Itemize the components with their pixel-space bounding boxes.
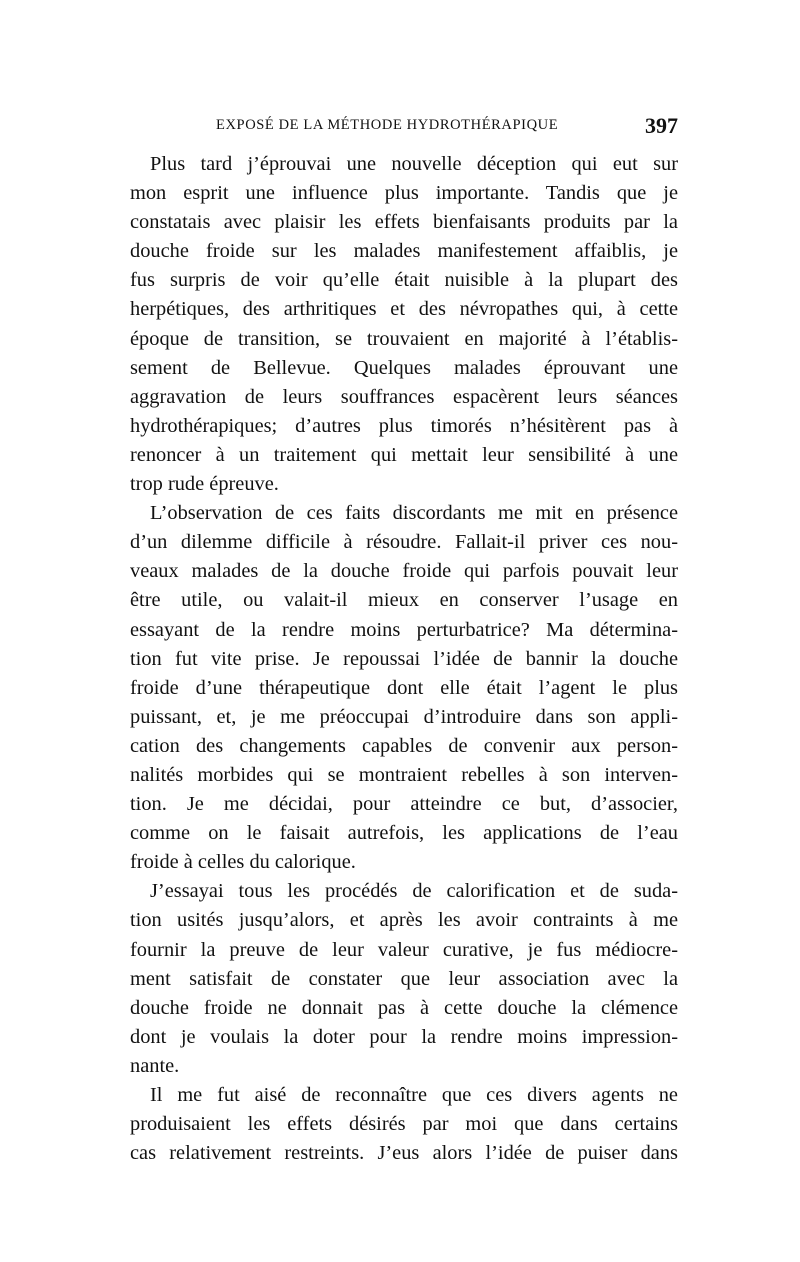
text-line: essayant de la rendre moins perturbatrice? Ma détermina- — [130, 618, 678, 641]
text-line: cation des changements capables de convenir aux person- — [130, 734, 678, 757]
running-header — [130, 113, 678, 143]
text-line: hydrothérapiques; d’autres plus timorés n’hésitèrent pas à — [130, 414, 678, 437]
text-line: nalités morbides qui se montraient rebelles à son interven- — [130, 763, 678, 786]
text-line: cas relativement restreints. J’eus alors l’idée de puiser dans — [130, 1142, 678, 1165]
paragraph-3 — [130, 877, 678, 1081]
text-line: puissant, et, je me préoccupai d’introduire dans son appli- — [130, 705, 678, 728]
text-line: L’observation de ces faits discordants me mit en présence — [150, 502, 678, 525]
text-line: Plus tard j’éprouvai une nouvelle déception qui eut sur — [150, 153, 678, 175]
text-line: froide d’une thérapeutique dont elle était l’agent le plus — [130, 676, 678, 699]
text-line: froide à celles du calorique. — [130, 851, 356, 874]
text-line: ment satisfait de constater que leur association avec la — [130, 967, 678, 990]
text-line: herpétiques, des arthritiques et des névropathes qui, à cette — [130, 298, 678, 321]
text-line: tion fut vite prise. Je repoussai l’idée de bannir la douche — [130, 647, 678, 670]
paragraph-4 — [130, 1081, 678, 1168]
paragraph-1 — [130, 150, 678, 499]
page-number: 397 — [645, 113, 678, 138]
running-title: EXPOSÉ DE LA MÉTHODE HYDROTHÉRAPIQUE — [216, 117, 559, 133]
text-line: douche froide ne donnait pas à cette douche la clémence — [130, 996, 678, 1019]
text-line: fournir la preuve de leur valeur curative, je fus médiocre- — [130, 938, 678, 961]
text-line: produisaient les effets désirés par moi que dans certains — [130, 1113, 678, 1136]
text-line: veaux malades de la douche froide qui parfois pouvait leur — [130, 560, 678, 583]
text-line: être utile, ou valait-il mieux en conserver l’usage en — [130, 589, 678, 612]
text-line: d’un dilemme difficile à résoudre. Fallait-il priver ces nou- — [130, 531, 678, 554]
text-line: fus surpris de voir qu’elle était nuisible à la plupart des — [130, 269, 678, 292]
text-line: sement de Bellevue. Quelques malades éprouvant une — [130, 356, 678, 379]
text-line: tion usités jusqu’alors, et après les avoir contraints à me — [130, 909, 678, 932]
text-line: douche froide sur les malades manifestement affaiblis, je — [130, 240, 678, 263]
text-line: époque de transition, se trouvaient en majorité à l’établis- — [130, 327, 678, 350]
text-line: mon esprit une influence plus importante. Tandis que je — [130, 182, 678, 205]
text-line: nante. — [130, 1054, 180, 1077]
text-line: trop rude épreuve. — [130, 473, 279, 496]
text-line: comme on le faisait autrefois, les applications de l’eau — [130, 822, 678, 845]
text-line: aggravation de leurs souffrances espacèrent leurs séances — [130, 385, 678, 408]
text-line: constatais avec plaisir les effets bienfaisants produits par la — [130, 211, 678, 234]
text-line: Il me fut aisé de reconnaître que ces divers agents ne — [150, 1084, 678, 1106]
text-line: dont je voulais la doter pour la rendre moins impression- — [130, 1025, 678, 1048]
body-text — [130, 150, 678, 1168]
text-line: tion. Je me décidai, pour atteindre ce but, d’associer, — [130, 793, 678, 816]
text-line: J’essayai tous les procédés de calorification et de suda- — [150, 880, 678, 903]
text-line: renoncer à un traitement qui mettait leur sensibilité à une — [130, 443, 678, 466]
paragraph-2 — [130, 499, 678, 877]
